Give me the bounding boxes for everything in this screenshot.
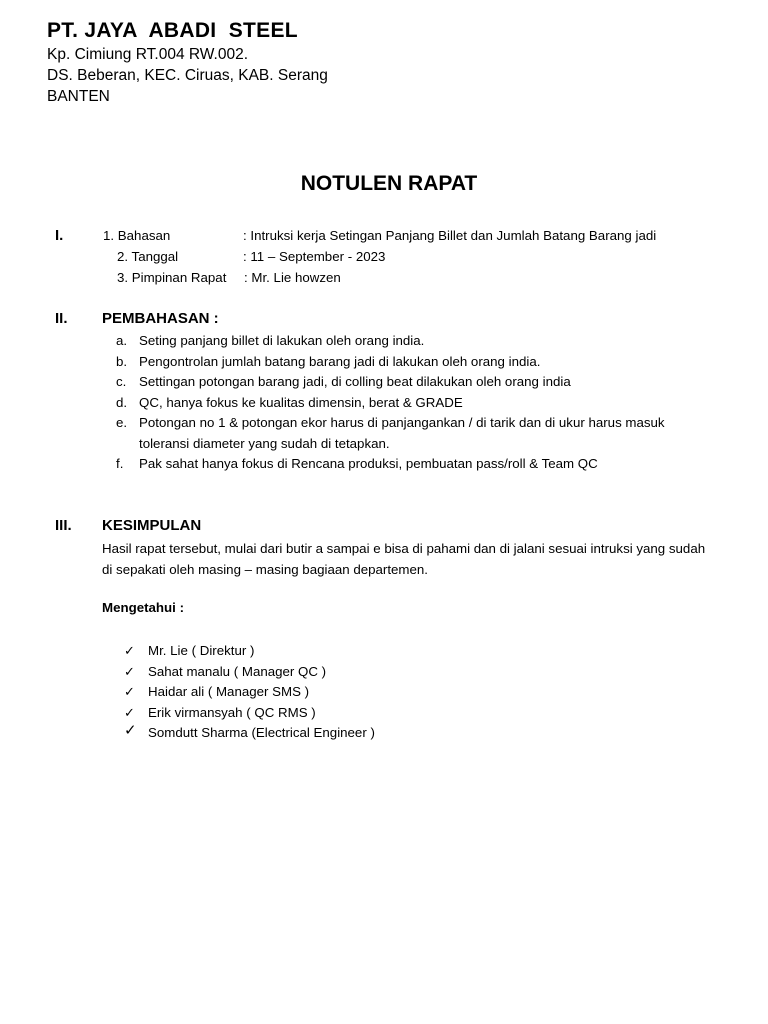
check-icon: ✓ — [124, 643, 135, 658]
section-2-numeral: II. — [55, 310, 68, 327]
list-item — [124, 682, 375, 703]
list-marker: c. — [116, 374, 127, 389]
list-marker: e. — [116, 415, 128, 430]
list-item — [124, 723, 375, 744]
check-icon: ✓ — [124, 663, 135, 679]
list-item-text: QC, hanya fokus ke kualitas dimensin, berat & GRADE — [139, 394, 463, 410]
list-item — [124, 662, 375, 683]
section-3-numeral: III. — [55, 517, 72, 534]
address-line-1: Kp. Cimiung RT.004 RW.002. — [47, 46, 249, 63]
person-name: Mr. Lie ( Direktur ) — [148, 643, 255, 658]
document-title: NOTULEN RAPAT — [300, 172, 478, 195]
list-item — [102, 413, 712, 454]
info-label: 3. Pimpinan Rapat — [117, 270, 227, 285]
check-icon: ✓ — [124, 684, 135, 699]
list-item — [102, 454, 712, 475]
list-item — [102, 331, 712, 352]
address-line-2: DS. Beberan, KEC. Ciruas, KAB. Serang — [47, 67, 328, 84]
list-item — [102, 352, 712, 373]
person-name: Haidar ali ( Manager SMS ) — [148, 684, 310, 699]
conclusion-paragraph: Hasil rapat tersebut, mulai dari butir a sampai e bisa di pahami dan di jalani sesuai intruksi yang sudah di sepakati oleh masing – masing bagiaan departemen. — [102, 541, 706, 577]
address-line-3: BANTEN — [47, 88, 110, 105]
list-item-text: Potongan no 1 & potongan ekor harus di panjangankan / di tarik dan di ukur harus masuk toleransi diameter yang sudah di tetapkan. — [139, 415, 665, 451]
info-label: 2. Tanggal — [117, 249, 179, 264]
list-item-text: Pengontrolan jumlah batang barang jadi di lakukan oleh orang india. — [139, 353, 541, 369]
list-marker: a. — [116, 333, 128, 348]
info-value: : 11 – September - 2023 — [243, 249, 386, 264]
list-item-text: Pak sahat hanya fokus di Rencana produksi, pembuatan pass/roll & Team QC — [139, 456, 598, 471]
person-name: Sahat manalu ( Manager QC ) — [148, 663, 327, 679]
info-label: 1. Bahasan — [103, 228, 171, 243]
list-marker: d. — [116, 394, 128, 410]
info-value: : Intruksi kerja Setingan Panjang Billet dan Jumlah Batang Barang jadi — [243, 228, 657, 243]
list-item — [124, 641, 375, 662]
list-item — [102, 393, 712, 414]
person-name: Somdutt Sharma (Electrical Engineer ) — [148, 725, 375, 740]
list-item — [124, 703, 375, 724]
company-name: PT. JAYA ABADI STEEL — [47, 19, 298, 42]
list-marker: f. — [116, 456, 124, 471]
acknowledged-label: Mengetahui : — [102, 600, 184, 615]
company-header — [47, 18, 328, 107]
list-marker: b. — [116, 353, 128, 369]
info-value: : Mr. Lie howzen — [244, 270, 341, 285]
section-1-numeral: I. — [55, 227, 64, 244]
list-item — [102, 372, 712, 393]
acknowledged-list — [124, 641, 375, 744]
section-3-heading: KESIMPULAN — [102, 517, 202, 534]
list-item-text: Seting panjang billet di lakukan oleh orang india. — [139, 333, 425, 348]
person-name: Erik virmansyah ( QC RMS ) — [148, 704, 316, 720]
check-icon: ✓ — [124, 704, 135, 720]
list-item-text: Settingan potongan barang jadi, di colling beat dilakukan oleh orang india — [139, 374, 571, 389]
check-icon: ✓ — [124, 722, 137, 739]
section-2-heading: PEMBAHASAN : — [102, 310, 219, 327]
discussion-list — [102, 331, 712, 475]
